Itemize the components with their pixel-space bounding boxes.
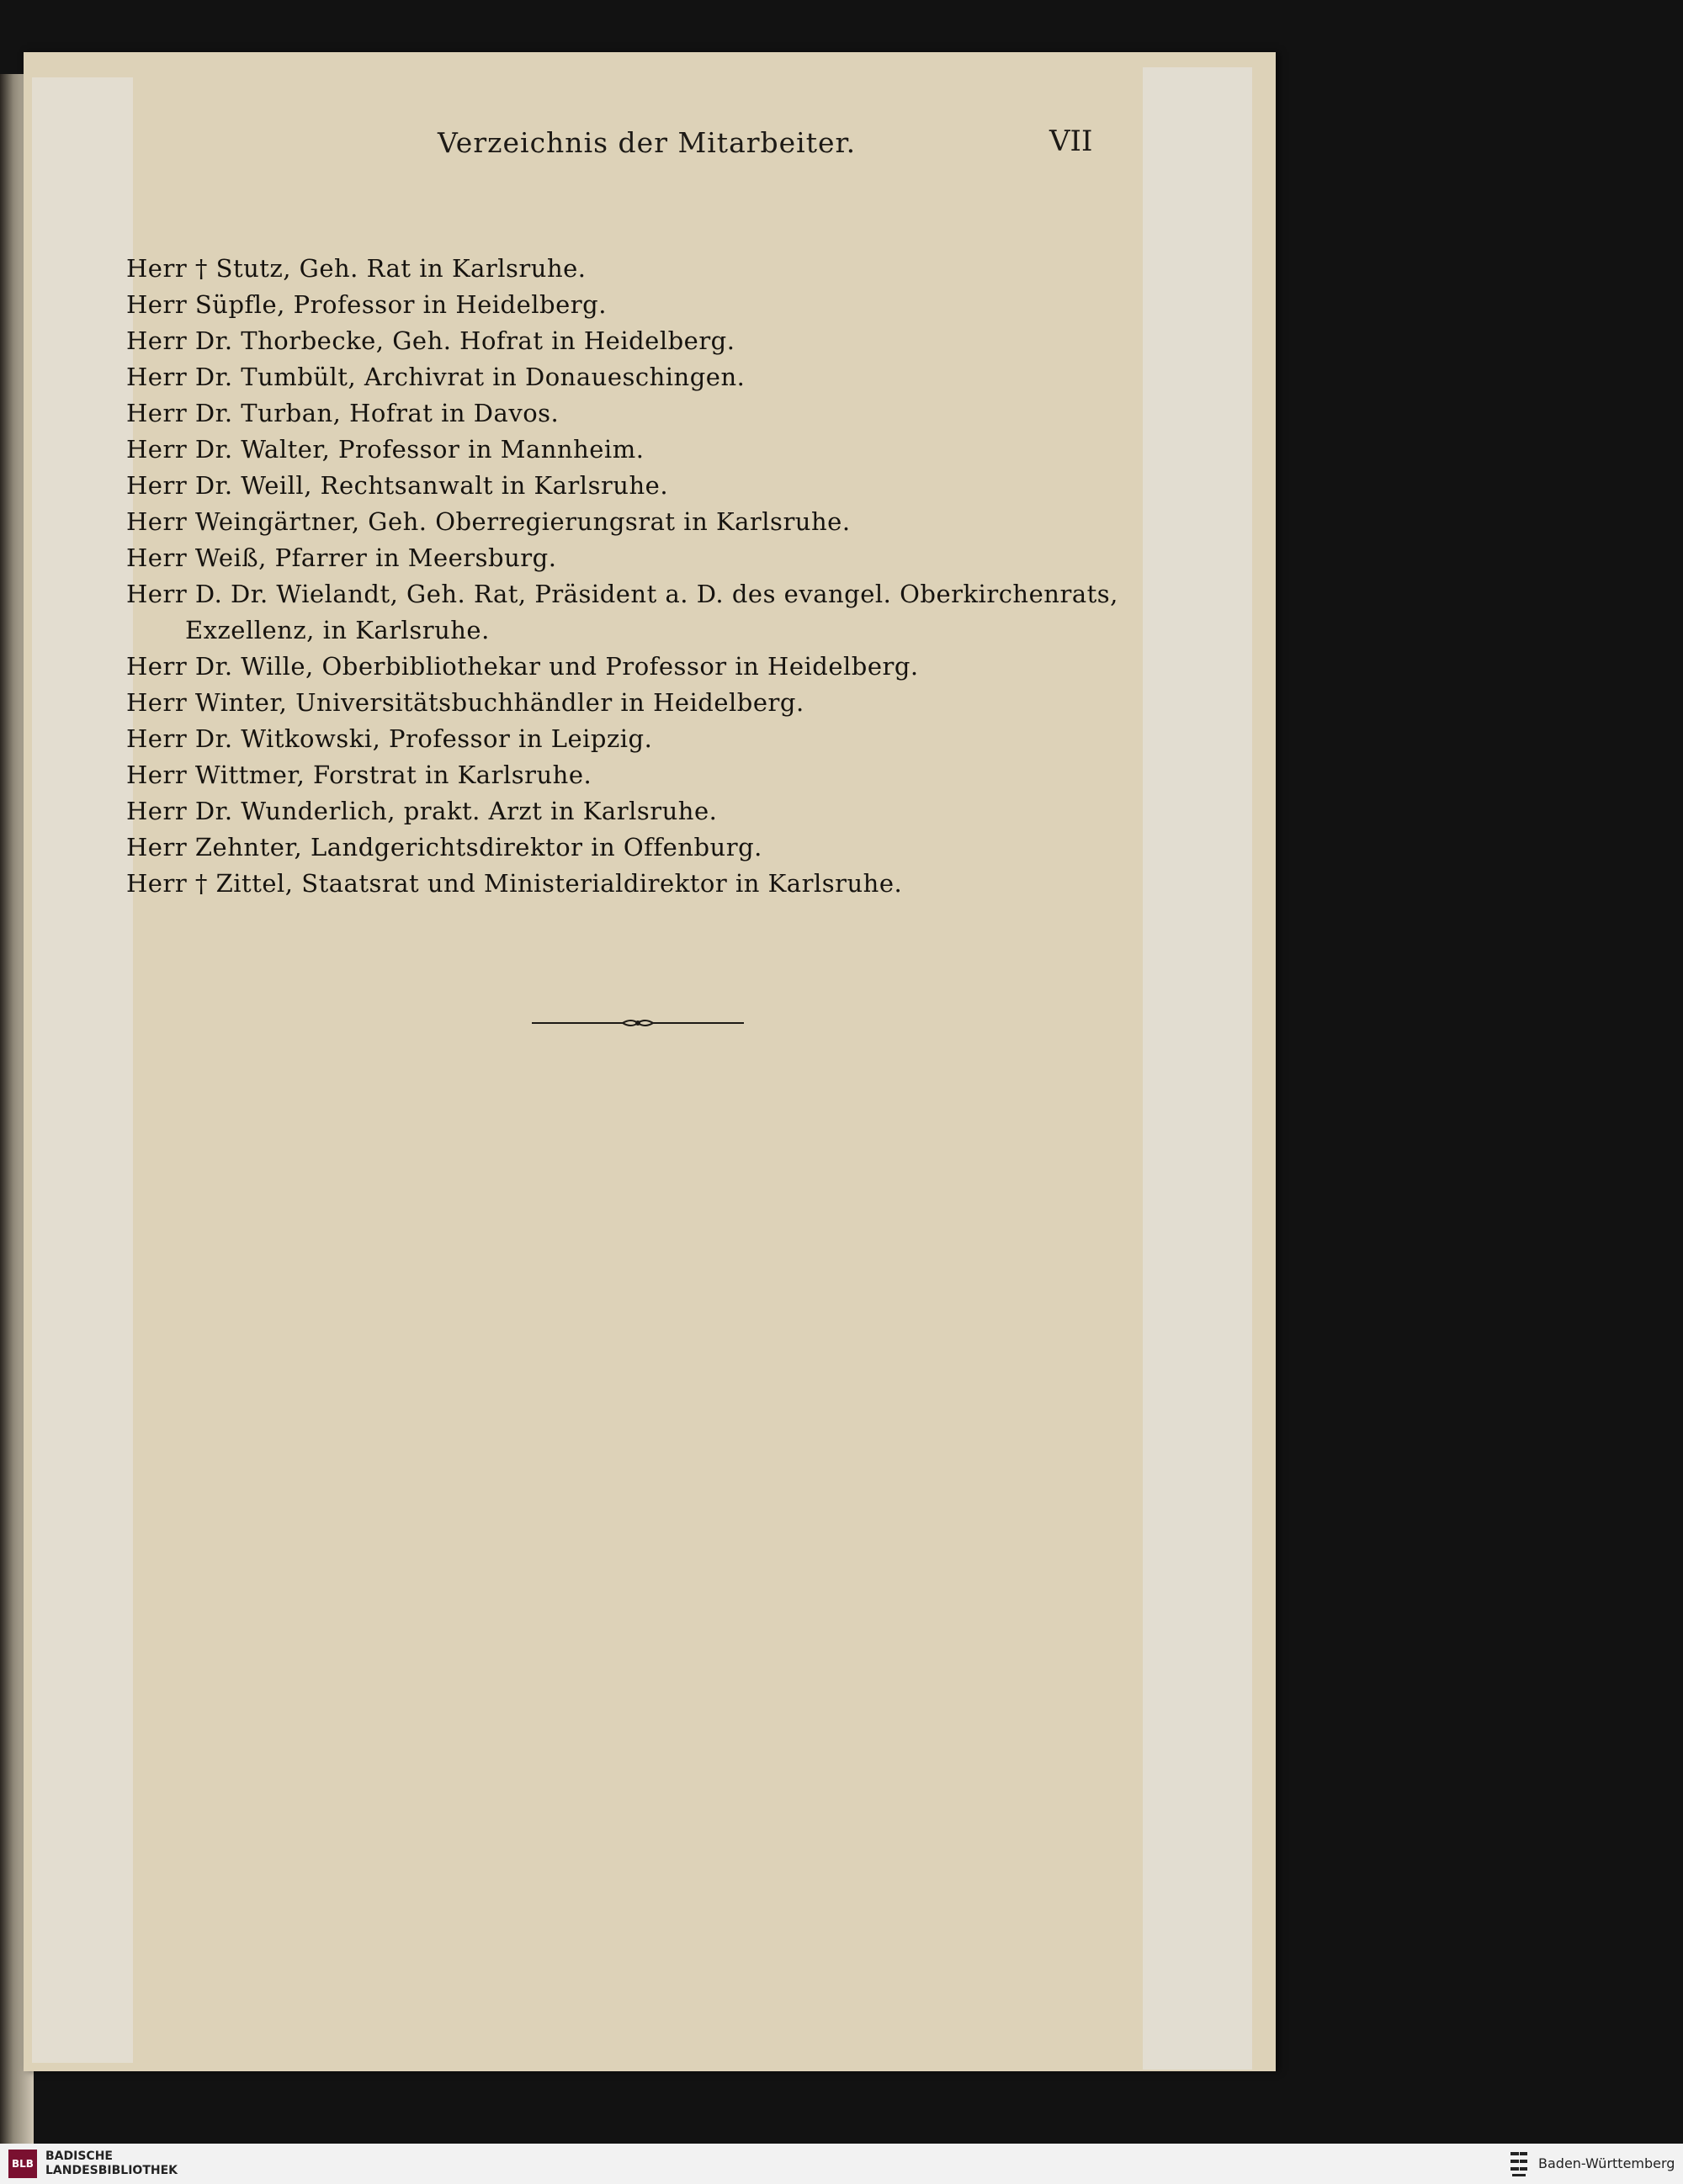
state-name: Baden-Württemberg	[1538, 2155, 1675, 2171]
list-item: Herr Dr. Witkowski, Professor in Leipzig.	[126, 724, 653, 753]
library-name	[45, 2150, 178, 2178]
list-item: Herr Weiß, Pfarrer in Meersburg.	[126, 543, 557, 572]
blb-logo: BLB	[8, 2150, 37, 2178]
footer-bar	[0, 2144, 1683, 2184]
baden-wuerttemberg-lions-icon	[1508, 2149, 1530, 2179]
list-item: Herr Dr. Wille, Oberbibliothekar und Professor in Heidelberg.	[126, 652, 919, 681]
list-item: Herr † Zittel, Staatsrat und Ministerialdirektor in Karlsruhe.	[126, 869, 903, 898]
list-item: Herr Dr. Weill, Rechtsanwalt in Karlsruhe.	[126, 471, 669, 500]
list-item: Herr Winter, Universitätsbuchhändler in Heidelberg.	[126, 688, 804, 717]
binding-strip-right	[1143, 67, 1252, 2070]
library-name-line2: LANDESBIBLIOTHEK	[45, 2164, 178, 2177]
page-title: Verzeichnis der Mitarbeiter.	[438, 126, 857, 159]
library-name-line1: BADISCHE	[45, 2150, 113, 2163]
list-item: Herr Dr. Tumbült, Archivrat in Donaueschingen.	[126, 363, 746, 391]
contributor-list	[126, 251, 1136, 902]
list-item: Herr Süpfle, Professor in Heidelberg.	[126, 290, 607, 319]
list-item: Herr Dr. Thorbecke, Geh. Hofrat in Heidelberg.	[126, 326, 735, 355]
list-item: Herr Weingärtner, Geh. Oberregierungsrat in Karlsruhe.	[126, 507, 851, 536]
list-item: Herr Dr. Turban, Hofrat in Davos.	[126, 399, 560, 427]
list-item: Herr † Stutz, Geh. Rat in Karlsruhe.	[126, 254, 587, 283]
list-item: Herr Dr. Walter, Professor in Mannheim.	[126, 435, 645, 464]
list-item: Herr Dr. Wunderlich, prakt. Arzt in Karlsruhe.	[126, 797, 718, 825]
decorative-divider	[532, 1013, 744, 1033]
list-item: Herr Zehnter, Landgerichtsdirektor in Offenburg.	[126, 833, 762, 861]
list-item-continuation: Exzellenz, in Karlsruhe.	[185, 616, 490, 644]
list-item: Herr D. Dr. Wielandt, Geh. Rat, Präsident a. D. des evangel. Oberkirchenrats,	[126, 580, 1118, 608]
binding-strip-left	[32, 77, 133, 2063]
page-number: VII	[1049, 125, 1093, 158]
list-item: Herr Wittmer, Forstrat in Karlsruhe.	[126, 761, 592, 789]
